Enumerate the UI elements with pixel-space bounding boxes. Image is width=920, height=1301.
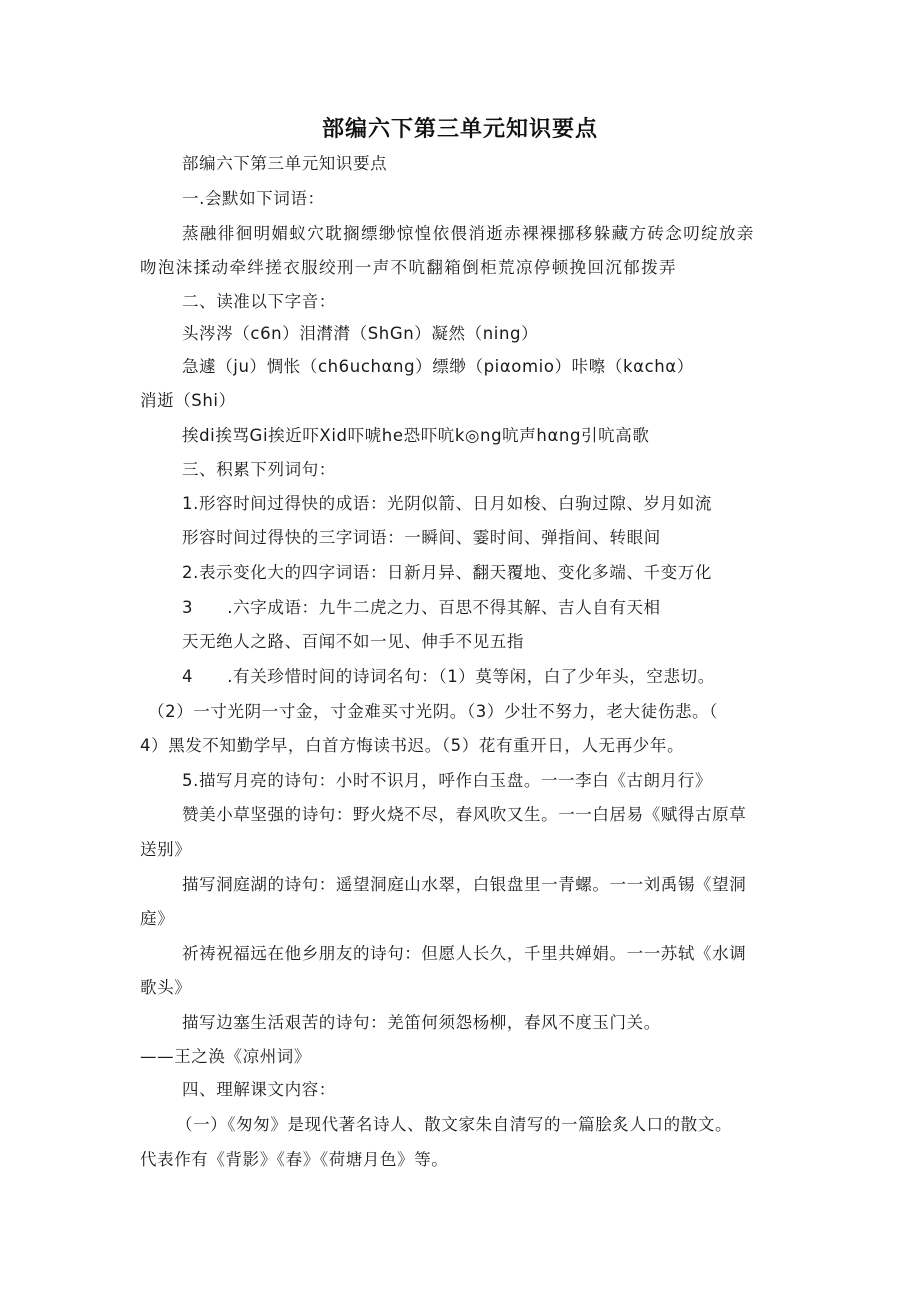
text-line: 形容时间过得快的三字词语：一瞬间、霎时间、弹指间、转眼间 (182, 528, 661, 547)
text-line: 歌头》 (140, 978, 192, 997)
text-line: 描写边塞生活艰苦的诗句：羌笛何须怨杨柳，春风不度玉门关。 (182, 1013, 661, 1032)
text-line: 4）黑发不知勤学早，白首方悔读书迟。（5）花有重开日，人无再少年。 (140, 736, 685, 755)
text-line: （一）《匆匆》是现代著名诗人、散文家朱自清写的一篇脍炙人口的散文。 (176, 1115, 733, 1134)
section-heading-3: 三、积累下列词句： (182, 460, 336, 479)
text-line: 赞美小草坚强的诗句：野火烧不尽，春风吹又生。一一白居易《赋得古原草 (182, 805, 747, 824)
section-heading-2: 二、读准以下字音： (182, 292, 336, 311)
text-line: 吻泡沫揉动牵绊搓衣服绞刑一声不吭翻箱倒柜荒凉停顿挽回沉郁拨弄 (140, 258, 677, 277)
text-line: 消逝（Shi） (140, 391, 236, 410)
subtitle-line: 部编六下第三单元知识要点 (182, 154, 388, 173)
text-line: （2）一寸光阴一寸金，寸金难买寸光阴。（3）少壮不努力，老大徒伤悲。（ (148, 702, 718, 721)
section-heading-4: 四、理解课文内容： (182, 1080, 336, 1099)
text-line: 1.形容时间过得快的成语：光阴似箭、日月如梭、白驹过隙、岁月如流 (182, 494, 712, 513)
text-line: 蒸融徘徊明媚蚁穴耽搁缥缈惊惶依偎消逝赤裸裸挪移躲藏方砖念叨绽放亲 (182, 224, 755, 243)
text-line: 代表作有《背影》《春》《荷塘月色》等。 (140, 1150, 449, 1169)
text-line: 描写洞庭湖的诗句：遥望洞庭山水翠，白银盘里一青螺。一一刘禹锡《望洞 (182, 875, 747, 894)
document-title: 部编六下第三单元知识要点 (321, 117, 598, 142)
text-line: ——王之涣《凉州词》 (140, 1047, 311, 1066)
text-line: 送别》 (140, 840, 192, 859)
text-line: 2.表示变化大的四字词语：日新月异、翻天覆地、变化多端、千变万化 (182, 563, 712, 582)
text-line: 天无绝人之路、百闻不如一见、伸手不见五指 (182, 632, 524, 651)
text-line: 4 .有关珍惜时间的诗词名句：（1）莫等闲，白了少年头，空悲切。 (182, 667, 715, 686)
text-line: 急遽（ju）惆怅（ch6uchαng）缥缈（piαomio）咔嚓（kαchα） (182, 357, 694, 376)
text-line: 5.描写月亮的诗句：小时不识月，呼作白玉盘。一一李白《古朗月行》 (182, 771, 712, 790)
text-line: 头涔涔（c6n）泪潸潸（ShGn）凝然（ning） (182, 324, 539, 343)
text-line: 祈祷祝福远在他乡朋友的诗句：但愿人长久，千里共婵娟。一一苏轼《水调 (182, 944, 747, 963)
text-line: 3 .六字成语：九牛二虎之力、百思不得其解、吉人自有天相 (182, 598, 661, 617)
text-line: 挨di挨骂Gi挨近吓Xid吓唬he恐吓吭k◎ng吭声hαng引吭高歌 (182, 426, 650, 445)
section-heading-1: 一.会默如下词语： (182, 189, 325, 208)
text-line: 庭》 (140, 909, 175, 928)
